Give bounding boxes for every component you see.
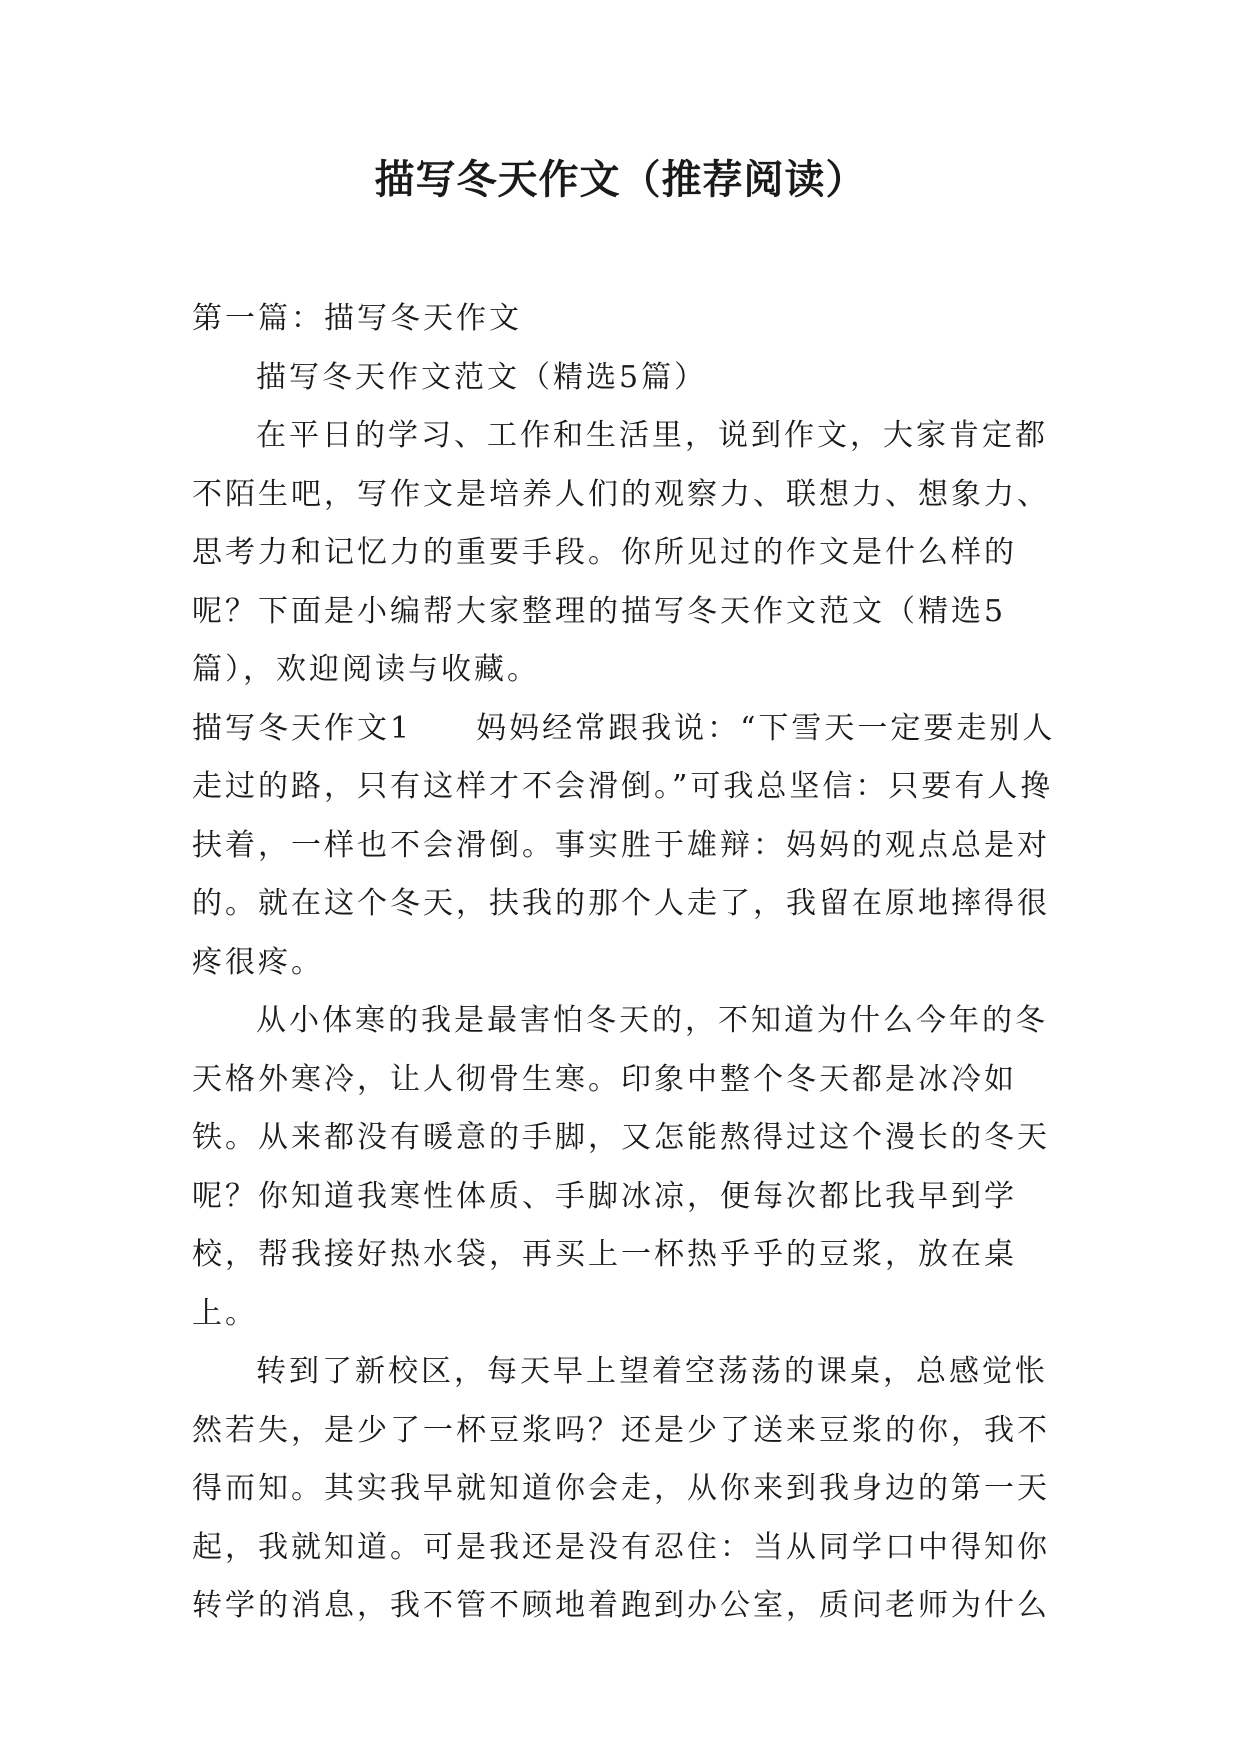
document-title: 描写冬天作文（推荐阅读） <box>374 157 867 203</box>
document-body <box>192 290 1072 1636</box>
section-heading: 第一篇：描写冬天作文 <box>192 301 522 336</box>
essay-collection-subtitle: 描写冬天作文范文（精选5篇） <box>256 359 708 395</box>
essay-1-paragraph-2: 从小体寒的我是最害怕冬天的，不知道为什么今年的冬天格外寒冷，让人彻骨生寒。印象中整个冬天都是冰冷如铁。从来都没有暖意的手脚，又怎能熬得过这个漫长的冬天呢？你知道我寒性体质、手脚冰凉，便每次都比我早到学校，帮我接好热水袋，再买上一杯热乎乎的豆浆，放在桌上。 <box>192 1003 1050 1331</box>
essay-1-opening <box>192 700 1072 993</box>
essay-1-label: 描写冬天作文1 <box>192 710 413 746</box>
essay-1-first-paragraph: 妈妈经常跟我说：“下雪天一定要走别人走过的路，只有这样才不会滑倒。”可我总坚信：只要有人搀扶着，一样也不会滑倒。事实胜于雄辩：妈妈的观点总是对的。就在这个冬天，扶我的那个人走了，我留在原地摔得很疼很疼。 <box>192 710 1056 980</box>
essay-1-paragraph-3: 转到了新校区，每天早上望着空荡荡的课桌，总感觉怅然若失，是少了一杯豆浆吗？还是少了送来豆浆的你，我不得而知。其实我早就知道你会走，从你来到我身边的第一天起，我就知道。可是我还是没有忍住：当从同学口中得知你转学的消息，我不管不顾地着跑到办公室，质问老师为什么 <box>192 1354 1050 1623</box>
intro-paragraph: 在平日的学习、工作和生活里，说到作文，大家肯定都不陌生吧，写作文是培养人们的观察力、联想力、想象力、思考力和记忆力的重要手段。你所见过的作文是什么样的呢？下面是小编帮大家整理的描写冬天作文范文（精选5篇），欢迎阅读与收藏。 <box>192 418 1050 687</box>
